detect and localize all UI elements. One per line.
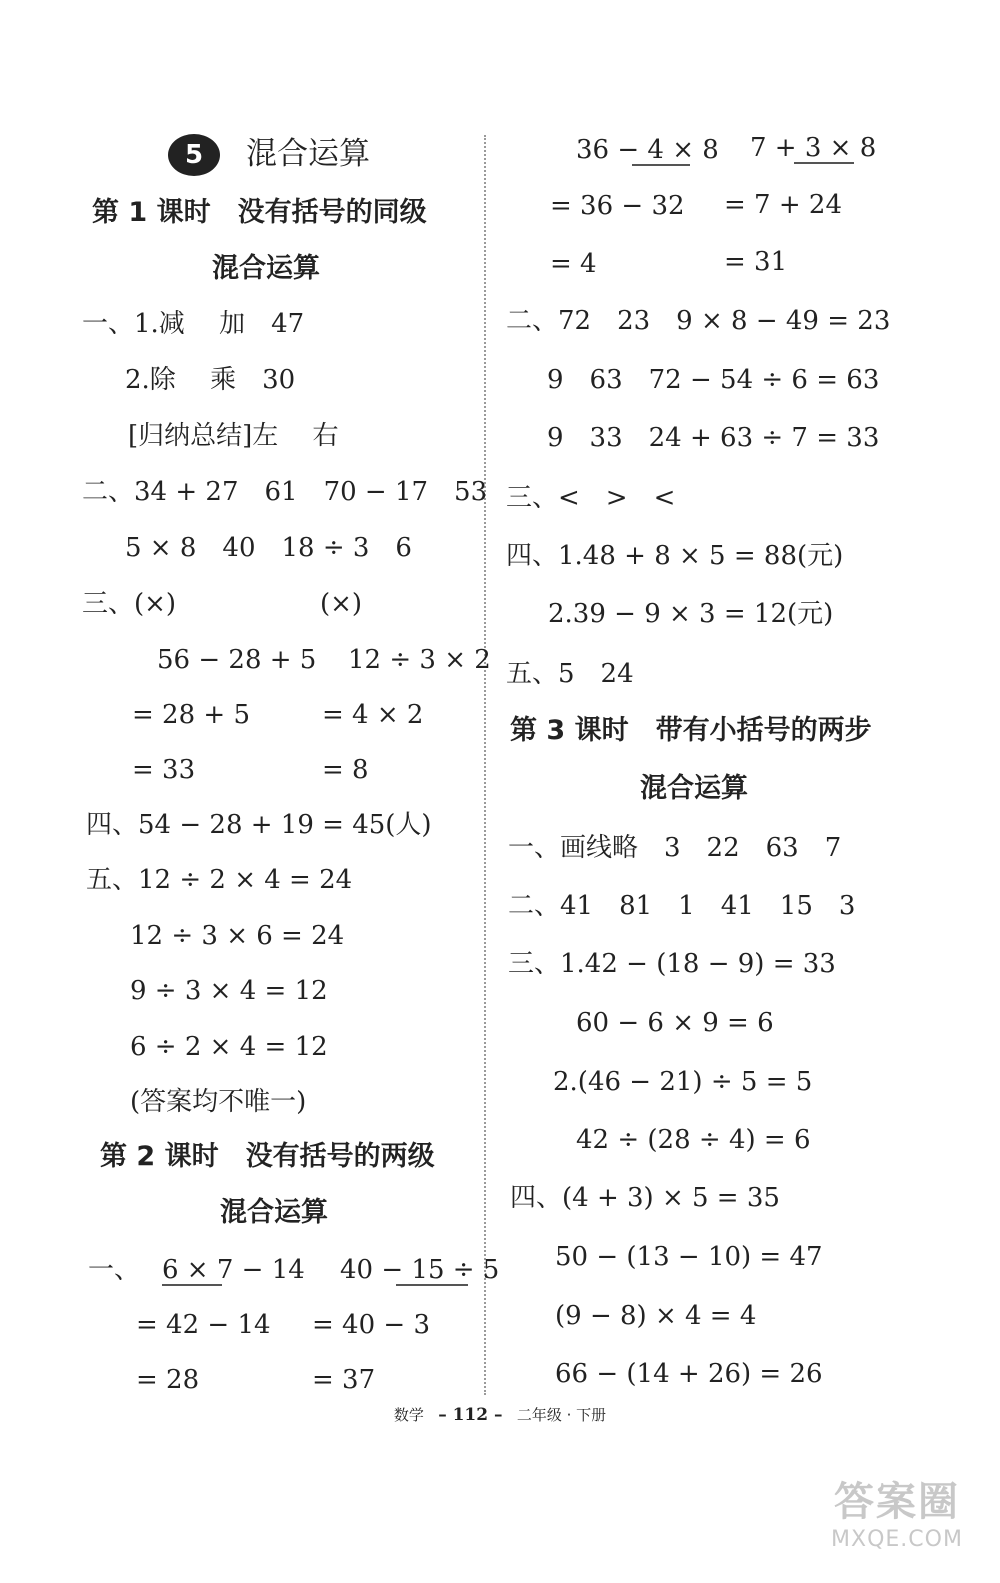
l3-q3-c: 2.(46 − 21) ÷ 5 = 5	[553, 1067, 813, 1097]
page-number: – 112 –	[438, 1405, 503, 1425]
l1-summary: [归纳总结]左 右	[128, 421, 339, 451]
l1-q4: 四、54 − 28 + 19 = 45(人)	[86, 810, 432, 840]
lesson-3-title: 第 3 课时 带有小括号的两步	[510, 715, 872, 746]
l2-q4-b: 2.39 − 9 × 3 = 12(元)	[548, 599, 834, 629]
l2-q2-c: 9 33 24 + 63 ÷ 7 = 33	[547, 423, 880, 453]
l1-q3-c1: 56 − 28 + 5	[157, 645, 317, 675]
l1-q1-1: 一、1.减 加 47	[82, 309, 305, 339]
l3-q4-b: 50 − (13 − 10) = 47	[555, 1242, 823, 1272]
l1-q5-d: 6 ÷ 2 × 4 = 12	[130, 1032, 328, 1062]
lesson-1-title: 第 1 课时 没有括号的同级	[92, 197, 427, 228]
l1-q3-e1: = 33	[132, 755, 196, 785]
l3-q4-d: 66 − (14 + 26) = 26	[555, 1359, 823, 1389]
l2-q4-a: 四、1.48 + 8 × 5 = 88(元)	[506, 541, 844, 571]
l2-q1-b1: = 42 − 14	[136, 1310, 271, 1340]
l2-q3: 三、< > <	[506, 483, 676, 513]
l3-q4-a: 四、(4 + 3) × 5 = 35	[510, 1183, 780, 1213]
r-b1: = 36 − 32	[550, 191, 685, 221]
r-c2: = 31	[724, 247, 788, 277]
l2-q2-a: 二、72 23 9 × 8 − 49 = 23	[506, 306, 891, 336]
r-a1: 36 − 4 × 8	[576, 135, 719, 165]
r-c1: = 4	[550, 249, 597, 279]
l3-q3-a: 三、1.42 − (18 − 9) = 33	[508, 949, 836, 979]
l1-q3-c2: 12 ÷ 3 × 2	[348, 645, 491, 675]
l1-q2-b: 5 × 8 40 18 ÷ 3 6	[125, 533, 412, 563]
lesson-1-subtitle: 混合运算	[212, 253, 320, 284]
l2-q2-b: 9 63 72 − 54 ÷ 6 = 63	[547, 365, 880, 395]
l3-q3-b: 60 − 6 × 9 = 6	[576, 1008, 774, 1038]
lesson-3-subtitle: 混合运算	[640, 773, 748, 804]
l1-q3-d1: = 28 + 5	[132, 700, 250, 730]
l3-q1: 一、画线略 3 22 63 7	[508, 833, 842, 863]
chapter-number-badge: 5	[168, 134, 220, 176]
watermark-url: MXQE.COM	[831, 1527, 963, 1552]
column-divider	[484, 135, 486, 1395]
l2-q1-a2-underline	[396, 1284, 468, 1286]
l2-q1-a2: 40 − 15 ÷ 5	[340, 1255, 500, 1285]
l3-q3-d: 42 ÷ (28 ÷ 4) = 6	[576, 1125, 811, 1155]
l2-q1-b2: = 40 − 3	[312, 1310, 430, 1340]
l1-q3-a: 三、(×)	[82, 589, 177, 619]
chapter-title: 混合运算	[246, 136, 370, 172]
lesson-2-subtitle: 混合运算	[220, 1197, 328, 1228]
l1-q5-c: 9 ÷ 3 × 4 = 12	[130, 976, 328, 1006]
l2-q1-label: 一、	[88, 1255, 141, 1285]
l2-q1-c1: = 28	[136, 1365, 200, 1395]
l3-q4-c: (9 − 8) × 4 = 4	[555, 1301, 757, 1331]
r-a2: 7 + 3 × 8	[750, 133, 877, 163]
l1-q3-e2: = 8	[322, 755, 369, 785]
r-a2-underline	[794, 162, 854, 164]
l1-q5-b: 12 ÷ 3 × 6 = 24	[130, 921, 345, 951]
l1-q1-2: 2.除 乘 30	[125, 365, 296, 395]
l1-q5-a: 五、12 ÷ 2 × 4 = 24	[86, 865, 353, 895]
l2-q5: 五、5 24	[506, 659, 634, 689]
lesson-2-title: 第 2 课时 没有括号的两级	[100, 1141, 435, 1172]
r-b2: = 7 + 24	[724, 190, 842, 220]
l1-q3-b: (×)	[320, 589, 363, 619]
l1-note: (答案均不唯一)	[130, 1087, 307, 1117]
footer-grade: 二年级 · 下册	[516, 1406, 607, 1424]
l1-q2-a: 二、34 + 27 61 70 − 17 53	[82, 477, 488, 507]
page-footer	[0, 1404, 1000, 1425]
l3-q2: 二、41 81 1 41 15 3	[508, 891, 856, 921]
l2-q1-a1-underline	[162, 1284, 222, 1286]
l1-q3-d2: = 4 × 2	[322, 700, 424, 730]
l2-q1-c2: = 37	[312, 1365, 376, 1395]
footer-subject: 数学	[393, 1406, 424, 1424]
watermark-logo-text: 答案圈	[834, 1479, 960, 1525]
r-a1-underline	[632, 164, 690, 166]
watermark	[812, 1478, 982, 1568]
l2-q1-a1: 6 × 7 − 14	[162, 1255, 305, 1285]
